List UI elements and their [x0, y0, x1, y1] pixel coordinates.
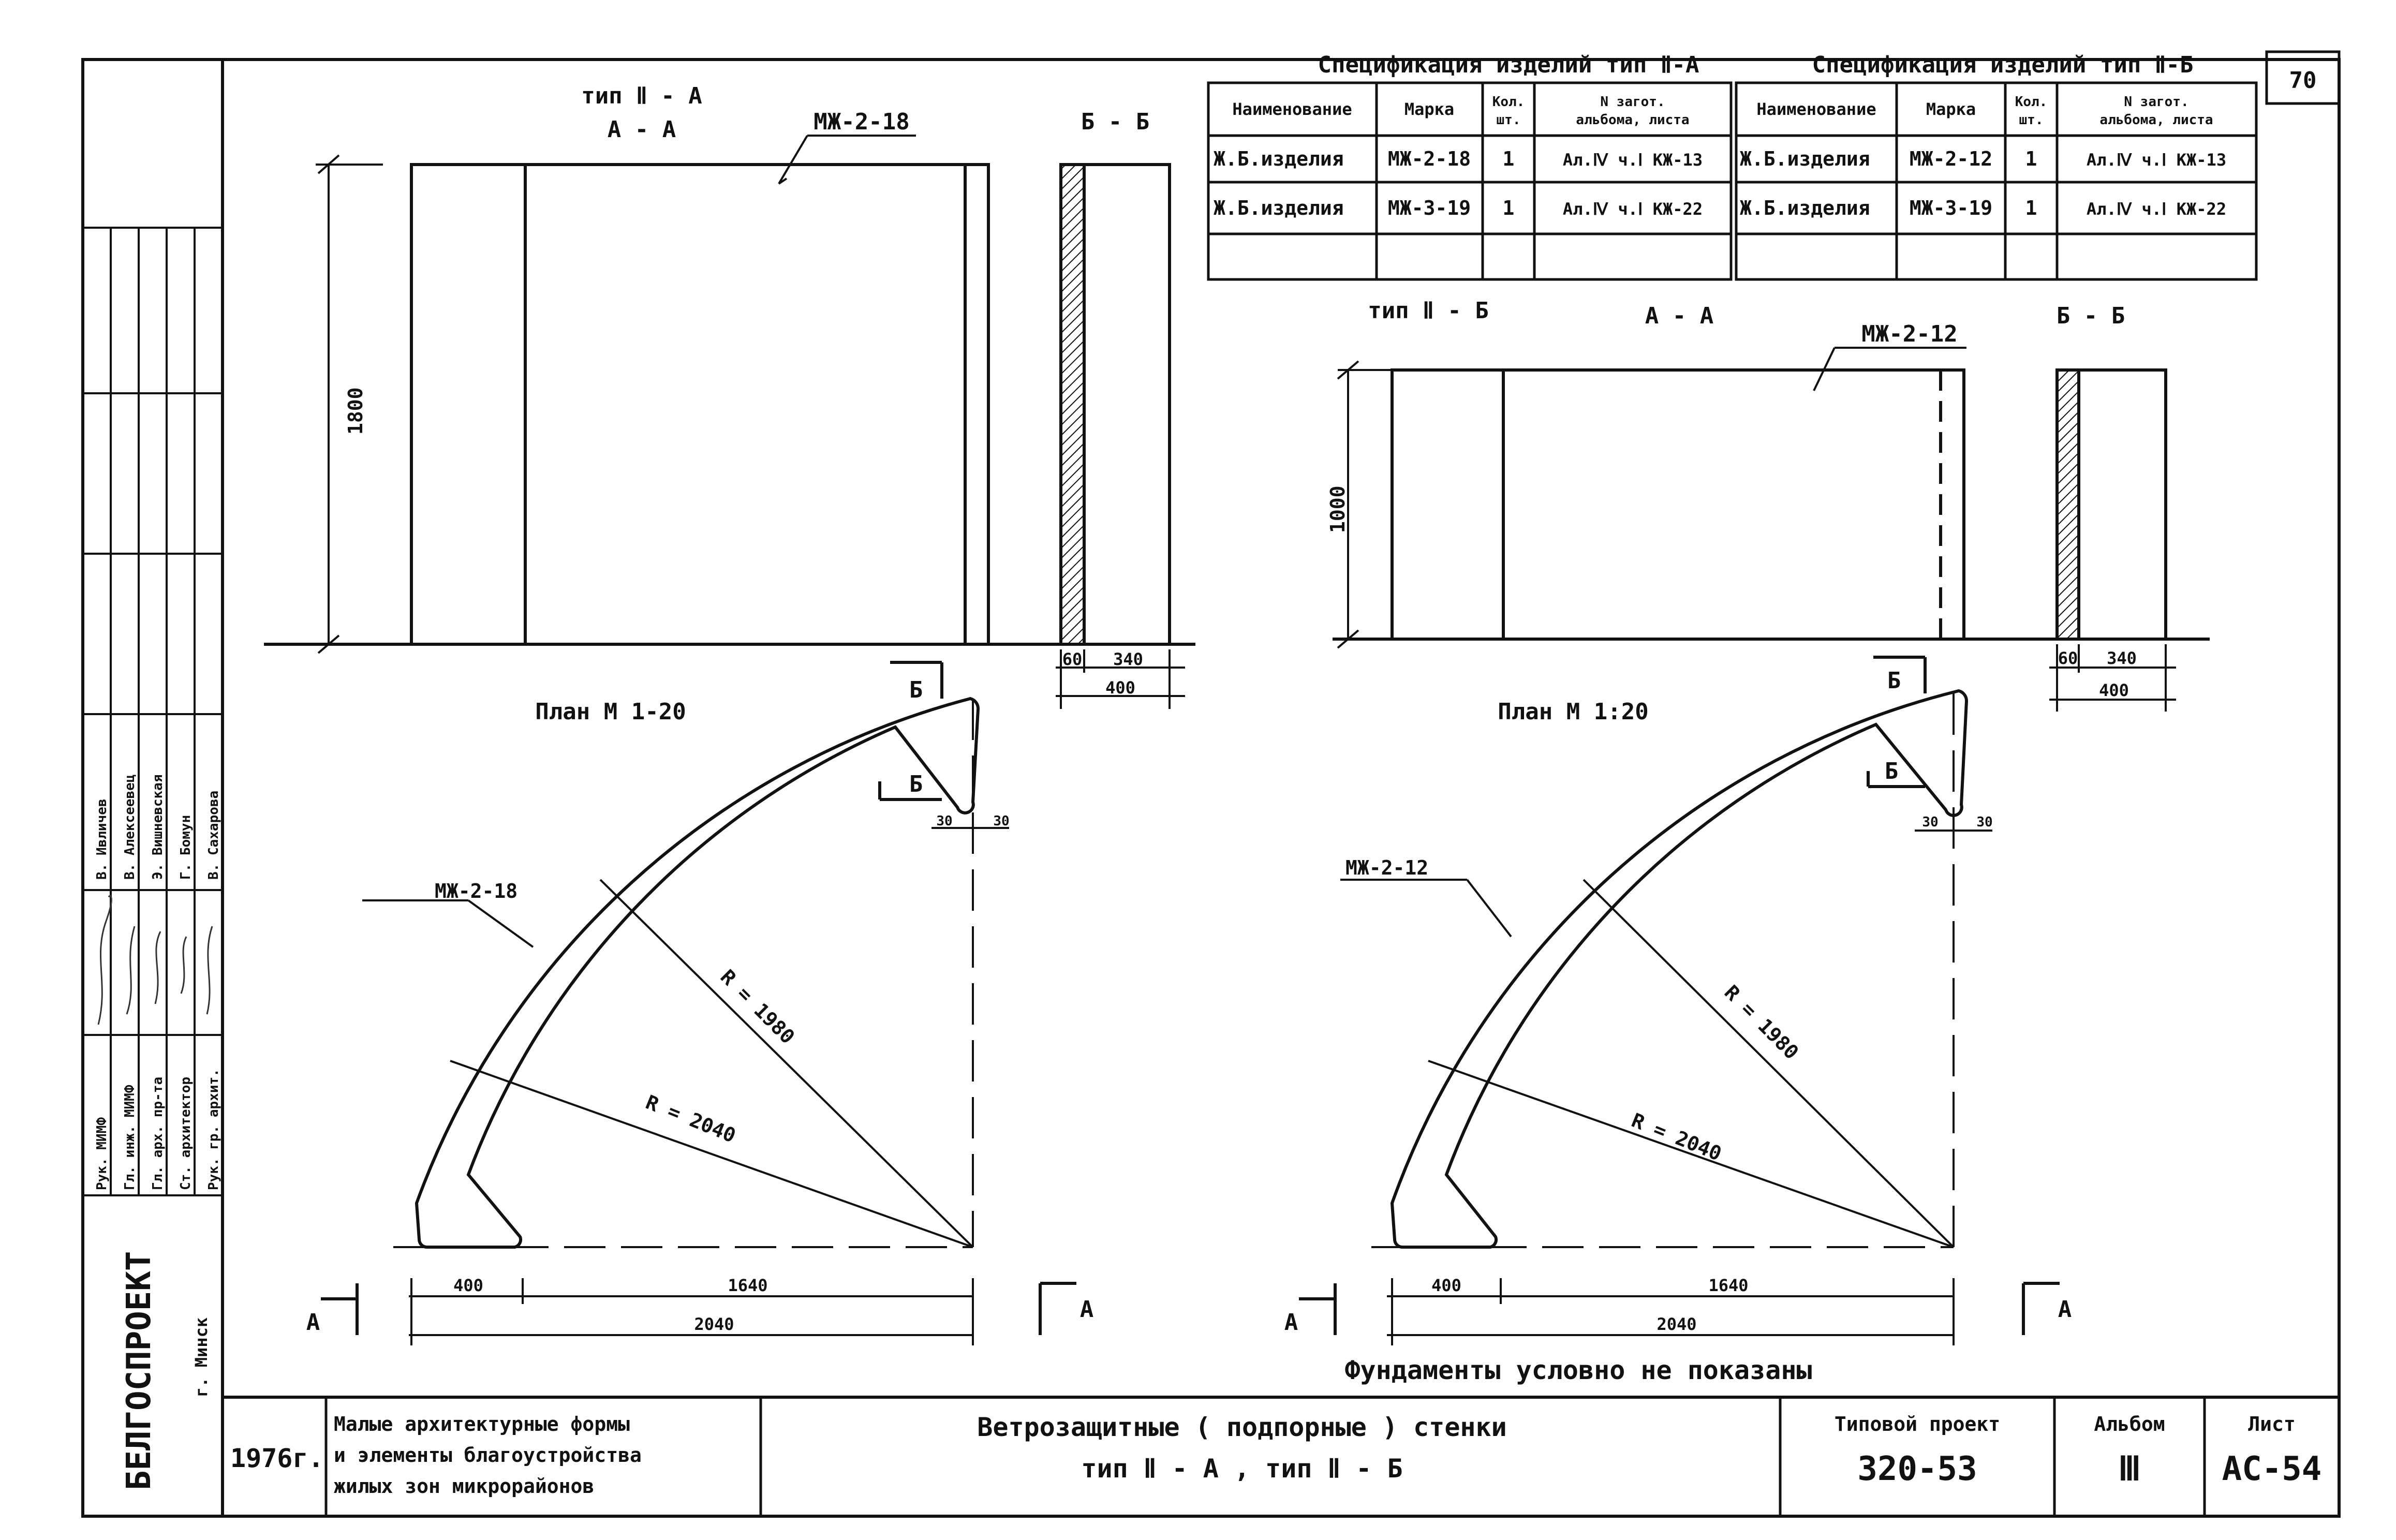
- spec-a-row2-name: Ж.Б.изделия: [1214, 197, 1344, 219]
- right-radius-outer: R = 2040: [1628, 1108, 1725, 1165]
- spec-b-row2-name: Ж.Б.изделия: [1740, 197, 1870, 219]
- spec-b-row1-mark: МЖ-2-12: [1909, 147, 1993, 170]
- left-height-dim: 1800: [344, 387, 367, 435]
- left-radius-inner: R = 1980: [716, 965, 800, 1048]
- role-4: Рук. гр. архит.: [206, 1069, 221, 1190]
- spec-a-row1-ref: Ал.Ⅳ ч.Ⅰ КЖ-13: [1562, 150, 1703, 170]
- right-cut-a-left: А: [1284, 1309, 1298, 1336]
- spec-a-row1-name: Ж.Б.изделия: [1214, 147, 1344, 170]
- role-2: Гл. арх. пр-та: [150, 1076, 166, 1190]
- right-plan: [1299, 657, 2060, 1345]
- right-bb-dim-total: 400: [2099, 680, 2129, 700]
- spec-b-row2-mark: МЖ-3-19: [1909, 197, 1993, 219]
- side-roles: [94, 1069, 221, 1190]
- left-cut-a-left: А: [306, 1309, 320, 1336]
- right-section-bb: Б - Б: [2056, 303, 2125, 329]
- right-bb-dim-2: 340: [2107, 648, 2137, 668]
- spec-a-row2-qty: 1: [1502, 197, 1515, 219]
- spec-a-row1-qty: 1: [1502, 147, 1515, 170]
- left-dim-400: 400: [453, 1276, 483, 1295]
- spec-a-row2-mark: МЖ-3-19: [1387, 197, 1471, 219]
- spec-a-row2-ref: Ал.Ⅳ ч.Ⅰ КЖ-22: [1562, 199, 1703, 219]
- right-dim-2040: 2040: [1657, 1314, 1697, 1334]
- right-bb-dim-1: 60: [2058, 648, 2078, 668]
- role-1: Гл. инж. МИМФ: [122, 1085, 138, 1190]
- right-dim-400: 400: [1431, 1276, 1461, 1295]
- left-cut-a-right: А: [1079, 1296, 1094, 1323]
- spec-b-title: Спецификация изделий тип Ⅱ-Б: [1812, 52, 2194, 78]
- spec-a-row1-mark: МЖ-2-18: [1387, 147, 1471, 170]
- spec-a-header-ref: N загот.: [1600, 94, 1665, 110]
- spec-a-header-ref-2: альбома, листа: [1576, 112, 1690, 128]
- left-dim-2040: 2040: [694, 1314, 734, 1334]
- spec-a-title: Спецификация изделий тип Ⅱ-А: [1318, 52, 1699, 78]
- left-bb-dim-1: 60: [1062, 649, 1083, 669]
- project-value: 320-53: [1857, 1450, 1977, 1488]
- spec-b-header-qty-unit: шт.: [2019, 112, 2044, 128]
- album-value: Ⅲ: [2118, 1450, 2141, 1488]
- left-bb-dim-2: 340: [1113, 649, 1143, 669]
- spec-a-header-mark: Марка: [1404, 99, 1455, 119]
- org-city: г. Минск: [191, 1317, 211, 1397]
- spec-b-row2-ref: Ал.Ⅳ ч.Ⅰ КЖ-22: [2086, 199, 2227, 219]
- spec-a-header-qty: Кол.: [1492, 94, 1525, 110]
- left-element-mark: МЖ-2-18: [814, 109, 910, 135]
- name-2: Э. Вишневская: [150, 774, 166, 880]
- right-plan-label: План М 1:20: [1498, 699, 1649, 725]
- drawing-title: Ветрозащитные ( подпорные ) стенки: [977, 1412, 1507, 1442]
- spec-a-header-name: Наименование: [1232, 99, 1352, 119]
- drawing-subtitle: тип Ⅱ - А , тип Ⅱ - Б: [1081, 1454, 1403, 1484]
- spec-a-header-qty-unit: шт.: [1496, 112, 1521, 128]
- spec-b-header-qty: Кол.: [2015, 94, 2048, 110]
- side-names: [94, 775, 221, 880]
- name-0: В. Ивличев: [94, 798, 110, 880]
- title-subject-line-3: жилых зон микрорайонов: [334, 1475, 595, 1498]
- right-cut-b-top: Б: [1887, 668, 1901, 694]
- left-plan: [321, 662, 1076, 1345]
- title-subject-line-1: Малые архитектурные формы: [334, 1413, 630, 1435]
- left-gap-2: 30: [993, 813, 1010, 829]
- right-cut-a-right: А: [2058, 1296, 2072, 1323]
- spec-b-row1-qty: 1: [2025, 147, 2037, 170]
- left-cut-b-top: Б: [909, 677, 923, 703]
- left-dim-1640: 1640: [728, 1276, 768, 1295]
- right-gap-2: 30: [1976, 815, 1993, 830]
- left-bb-dim-total: 400: [1105, 678, 1135, 698]
- side-signature-block: [83, 228, 223, 1195]
- right-section-aa: А - А: [1645, 303, 1714, 329]
- role-3: Ст. архитектор: [178, 1076, 194, 1190]
- right-gap-1: 30: [1922, 815, 1939, 830]
- title-subject-line-2: и элементы благоустройства: [334, 1444, 642, 1467]
- corner-sheet-number: 70: [2289, 67, 2317, 94]
- right-elevation: [1333, 348, 2210, 712]
- spec-b-header-mark: Марка: [1926, 99, 1976, 119]
- spec-b-header-ref-2: альбома, листа: [2099, 112, 2213, 128]
- name-1: В. Алексеевец: [122, 774, 138, 880]
- left-plan-label: План М 1-20: [535, 699, 686, 725]
- left-section-aa: А - А: [607, 116, 676, 143]
- spec-b-row1-ref: Ал.Ⅳ ч.Ⅰ КЖ-13: [2086, 150, 2227, 170]
- sheet-value: АС-54: [2222, 1450, 2322, 1488]
- spec-b-row2-qty: 1: [2025, 197, 2037, 219]
- right-type-label: тип Ⅱ - Б: [1368, 298, 1489, 324]
- right-element-mark: МЖ-2-12: [1861, 321, 1958, 347]
- title-year: 1976г.: [230, 1443, 324, 1473]
- right-dim-1640: 1640: [1708, 1276, 1749, 1295]
- foundation-note: Фундаменты условно не показаны: [1344, 1355, 1812, 1385]
- right-radius-inner: R = 1980: [1720, 981, 1803, 1064]
- left-section-bb: Б - Б: [1081, 109, 1150, 135]
- left-gap-1: 30: [936, 813, 953, 829]
- left-radius-outer: R = 2040: [642, 1090, 739, 1147]
- right-plan-mark: МЖ-2-12: [1345, 856, 1429, 879]
- org-name: БЕЛГОСПРОЕКТ: [120, 1251, 158, 1490]
- name-3: Г. Бомун: [178, 815, 194, 880]
- spec-b-header-ref: N загот.: [2124, 94, 2189, 110]
- name-4: В. Сахарова: [206, 790, 221, 880]
- album-label: Альбом: [2094, 1413, 2165, 1435]
- left-type-label: тип Ⅱ - А: [581, 83, 702, 109]
- sheet-label: Лист: [2248, 1413, 2296, 1435]
- spec-b-row1-name: Ж.Б.изделия: [1740, 147, 1870, 170]
- role-0: Рук. МИМФ: [94, 1117, 110, 1190]
- right-cut-b-mid: Б: [1884, 758, 1899, 784]
- left-elevation: [264, 136, 1195, 709]
- spec-b-header-name: Наименование: [1756, 99, 1876, 119]
- right-height-dim: 1000: [1326, 485, 1349, 533]
- left-cut-b-mid: Б: [909, 771, 923, 797]
- left-plan-mark: МЖ-2-18: [435, 880, 518, 902]
- project-label: Типовой проект: [1834, 1413, 2001, 1435]
